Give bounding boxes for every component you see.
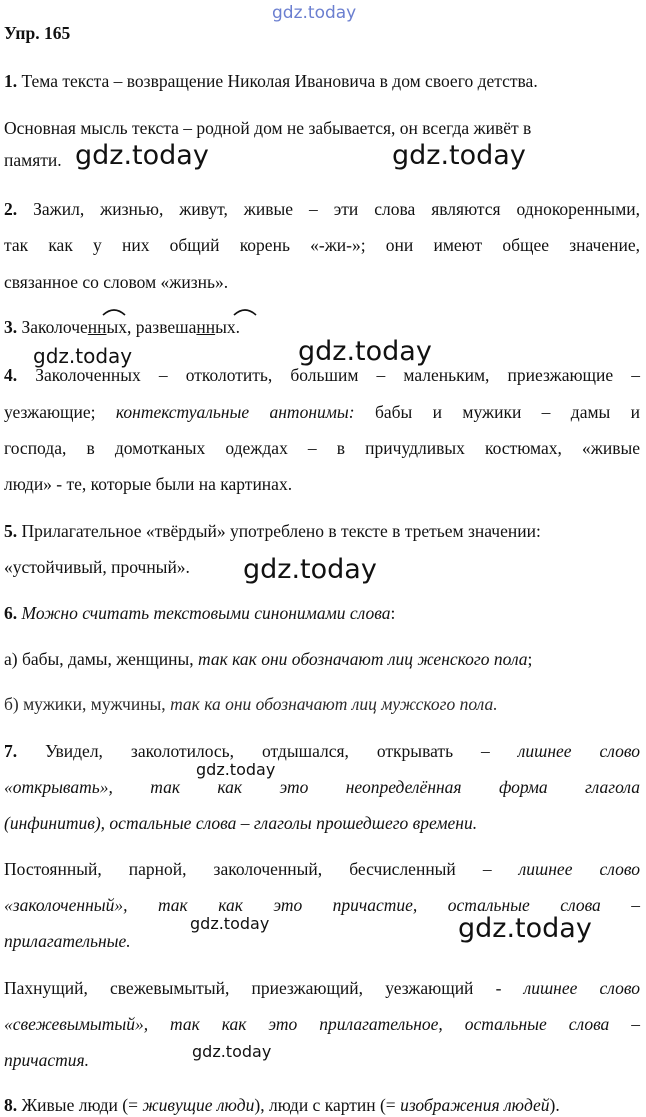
answer-7-p1-line-3: (инфинитив), остальные слова – глаголы прошедшего времени.	[4, 813, 478, 833]
answer-7-p3-extra-label: лишнее слово	[523, 978, 640, 998]
answer-4-text-1: Заколоченных – отколотить, большим – маленьким, приезжающие –	[35, 365, 640, 385]
answer-7-p2-words: Постоянный, парной, заколоченный, бесчисленный –	[4, 859, 519, 879]
answer-7-p2-extra-label: лишнее слово	[518, 859, 640, 879]
answer-8-line	[4, 1094, 560, 1116]
answer-8-part-2: живущие люди	[142, 1095, 255, 1115]
item-b-explanation: так ка они обозначают лиц мужского пола.	[170, 694, 498, 714]
answer-1-line-2: Основная мысль текста – родной дом не забывается, он всегда живёт в	[4, 118, 532, 138]
answer-2-text-1: Зажил, жизнью, живут, живые – эти слова являются однокоренными,	[33, 199, 641, 219]
watermark: gdz.today	[243, 554, 377, 585]
answer-8-part-1: Живые люди (=	[17, 1095, 143, 1115]
answer-8-part-4: изображения людей	[400, 1095, 550, 1115]
answer-7-extra-label: лишнее слово	[517, 741, 641, 761]
answer-5-line-1	[4, 520, 541, 542]
suffix-underlined: нн	[196, 317, 216, 337]
answer-4-line-3: господа, в домотканых одеждах – в причудливых костюмах, «живые	[4, 438, 640, 458]
answer-4-line-1	[4, 364, 640, 386]
answer-2-number: 2.	[4, 199, 18, 219]
watermark: gdz.today	[75, 140, 209, 171]
answer-6-item-b	[4, 693, 498, 715]
answer-7-p3-words: Пахнущий, свежевымытый, приезжающий, уезжающий -	[4, 978, 524, 998]
item-a-explanation: так как они обозначают лиц женского пола	[198, 649, 528, 669]
answer-7-p2-line-1	[4, 858, 640, 880]
answer-8-part-3: ), люди с картин (=	[254, 1095, 401, 1115]
answer-3-line	[4, 316, 240, 338]
answer-2-line-3: связанное со словом «жизнь».	[4, 272, 229, 292]
answer-2-line-2: так как у них общий корень «-жи-»; они имеют общее значение,	[4, 235, 640, 255]
answer-1-line-3: памяти.	[4, 150, 62, 170]
answer-1-line-1	[4, 70, 538, 92]
answer-7-p1-line-1	[4, 740, 640, 762]
answer-8-number: 8.	[4, 1095, 18, 1115]
watermark: gdz.today	[192, 1042, 272, 1061]
answer-5-line-2: «устойчивый, прочный».	[4, 557, 190, 577]
watermark: gdz.today	[190, 914, 270, 933]
answer-7-number: 7.	[4, 741, 18, 761]
answer-2-line-1	[4, 198, 640, 220]
exercise-title: Упр. 165	[4, 23, 71, 43]
item-a-words: а) бабы, дамы, женщины,	[4, 649, 199, 669]
answer-6-intro-text: Можно считать текстовыми синонимами слова	[21, 603, 391, 623]
watermark: gdz.today	[196, 760, 276, 779]
watermark: gdz.today	[392, 140, 526, 171]
answer-6-number: 6.	[4, 603, 18, 623]
answer-4-text-2c: бабы и мужики – дамы и	[354, 402, 641, 422]
answer-7-p1-line-2: «открывать», так как это неопределённая форма глагола	[4, 777, 640, 797]
watermark: gdz.today	[33, 344, 133, 368]
answer-8-part-5: ).	[549, 1095, 560, 1115]
header-watermark: gdz.today	[272, 3, 357, 23]
answer-7-words: Увидел, заколотилось, отдышался, открывать –	[45, 741, 518, 761]
suffix-underlined: нн	[87, 317, 107, 337]
word-2-end: ых.	[215, 317, 240, 337]
answer-1-number: 1.	[4, 71, 18, 91]
watermark: gdz.today	[298, 336, 432, 367]
suffix-arc-mark	[102, 306, 126, 316]
answer-7-p3-line-2: «свежевымытый», так как это прилагательное, остальные слова –	[4, 1014, 640, 1034]
item-a-end: ;	[527, 649, 533, 669]
answer-4-line-2	[4, 401, 640, 423]
answer-3-number: 3.	[4, 317, 18, 337]
answer-6-item-a	[4, 648, 532, 670]
answer-7-p3-line-3: причастия.	[4, 1050, 90, 1070]
word-2-part: ых, развеша	[106, 317, 197, 337]
answer-7-p3-line-1	[4, 977, 640, 999]
answer-4-term: контекстуальные антонимы:	[115, 402, 355, 422]
answer-6-intro	[4, 602, 395, 624]
answer-7-p2-line-3: прилагательные.	[4, 931, 131, 951]
answer-5-text-1: Прилагательное «твёрдый» употреблено в тексте в третьем значении:	[21, 521, 541, 541]
answer-4-number: 4.	[4, 365, 18, 385]
answer-4-line-4: люди» - те, которые были на картинах.	[4, 474, 293, 494]
word-1-part: Заколоче	[21, 317, 88, 337]
watermark: gdz.today	[458, 913, 592, 944]
answer-5-number: 5.	[4, 521, 18, 541]
answer-7-p2-line-2: «заколоченный», так как это причастие, остальные слова –	[4, 895, 640, 915]
answer-6-colon: :	[390, 603, 396, 623]
answer-1-text-1: Тема текста – возвращение Николая Ивановича в дом своего детства.	[21, 71, 538, 91]
item-b-words: б) мужики, мужчины,	[4, 694, 171, 714]
answer-4-text-2a: уезжающие;	[4, 402, 116, 422]
suffix-arc-mark	[233, 306, 257, 316]
